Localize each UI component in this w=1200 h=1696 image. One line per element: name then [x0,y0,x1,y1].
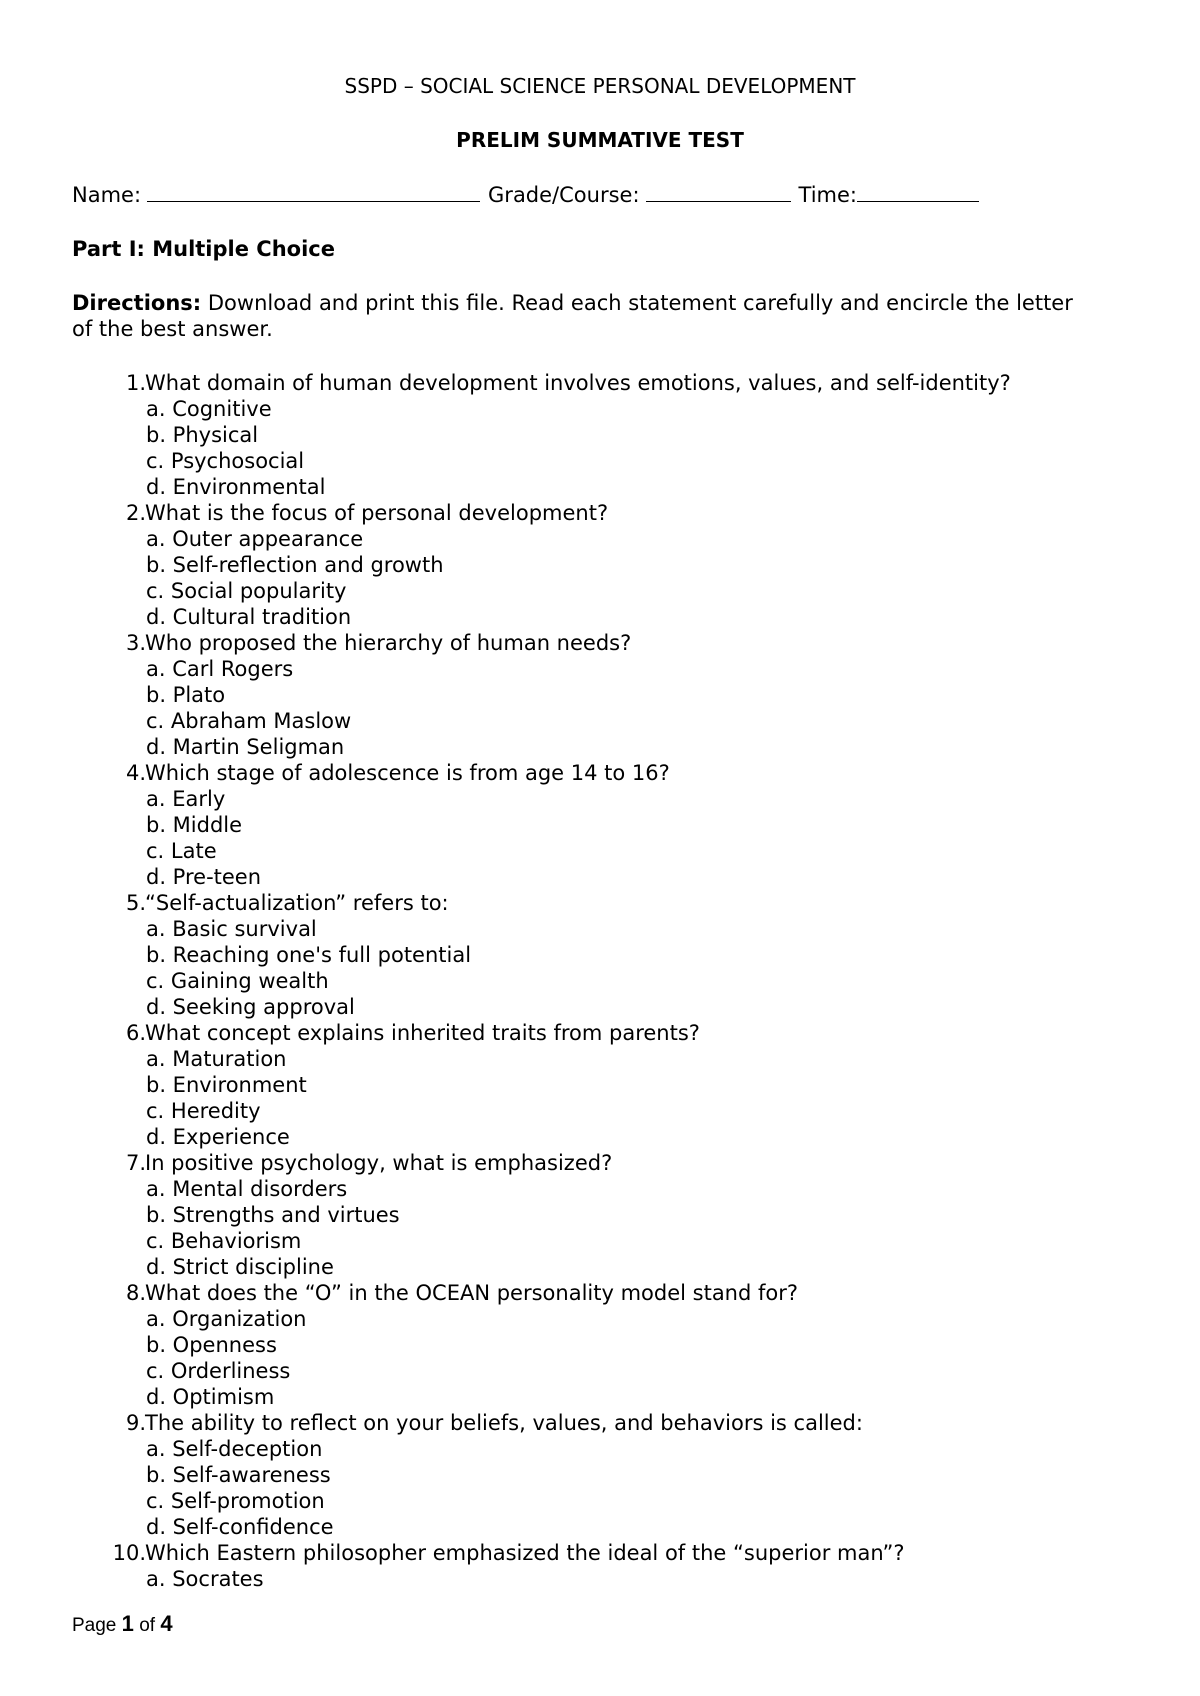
part-heading: Part I: Multiple Choice [72,237,335,261]
question-text: Which stage of adolescence is from age 14 to 16? [145,761,670,785]
question-item [0,1410,1200,1540]
answer-choice: b. Plato [146,683,226,707]
question-item [0,760,1200,890]
answer-choice: c. Late [146,839,217,863]
name-label: Name: [72,183,142,207]
question-item [0,890,1200,1020]
choice-list [0,1046,1200,1150]
total-pages-number: 4 [160,1611,173,1636]
answer-choice: c. Gaining wealth [146,969,329,993]
question-item [0,500,1200,630]
answer-choice: d. Martin Seligman [146,735,345,759]
choice-list [0,526,1200,630]
question-number: 9. [125,1411,146,1435]
question-text: The ability to reflect on your beliefs, values, and behaviors is called: [145,1411,863,1435]
question-text: Who proposed the hierarchy of human needs? [145,631,632,655]
answer-choice: c. Social popularity [146,579,347,603]
question-text: In positive psychology, what is emphasized? [145,1151,613,1175]
course-title: SSPD – SOCIAL SCIENCE PERSONAL DEVELOPMENT [344,74,856,98]
question-item [0,1280,1200,1410]
question-number: 6. [125,1021,146,1045]
answer-choice: a. Basic survival [146,917,317,941]
directions [72,290,1092,342]
answer-choice: a. Mental disorders [146,1177,348,1201]
answer-choice: b. Environment [146,1073,307,1097]
question-number: 7. [125,1151,146,1175]
answer-choice: c. Psychosocial [146,449,305,473]
of-word: of [139,1615,156,1636]
page-word: Page [72,1615,117,1636]
answer-choice: c. Heredity [146,1099,261,1123]
question-text: What is the focus of personal development? [145,501,609,525]
choice-list [0,1306,1200,1410]
answer-choice: c. Abraham Maslow [146,709,352,733]
directions-text: Download and print this file. Read each statement carefully and encircle the letter of the best answer. [72,291,1073,341]
answer-choice: b. Physical [146,423,259,447]
current-page-number: 1 [121,1611,134,1636]
answer-choice: a. Self-deception [146,1437,323,1461]
student-info-row [72,181,987,208]
question-number: 3. [125,631,146,655]
choice-list [0,916,1200,1020]
time-label: Time: [798,183,857,207]
answer-choice: b. Middle [146,813,243,837]
choice-list [0,656,1200,760]
grade-course-blank [646,181,791,202]
answer-choice: d. Self-confidence [146,1515,334,1539]
question-text: What does the “O” in the OCEAN personality model stand for? [145,1281,799,1305]
choice-list [0,1176,1200,1280]
answer-choice: c. Behaviorism [146,1229,302,1253]
answer-choice: d. Environmental [146,475,326,499]
answer-choice: d. Pre-teen [146,865,262,889]
question-text: What concept explains inherited traits from parents? [145,1021,700,1045]
question-item [0,630,1200,760]
answer-choice: b. Strengths and virtues [146,1203,400,1227]
choice-list [0,396,1200,500]
question-number: 1. [125,371,146,395]
answer-choice: a. Early [146,787,226,811]
answer-choice: b. Openness [146,1333,277,1357]
answer-choice: d. Cultural tradition [146,605,352,629]
name-blank [147,181,480,202]
answer-choice: b. Self-awareness [146,1463,331,1487]
time-blank [857,181,979,202]
answer-choice: d. Experience [146,1125,290,1149]
test-title: PRELIM SUMMATIVE TEST [456,128,744,152]
answer-choice: b. Reaching one's full potential [146,943,472,967]
answer-choice: a. Maturation [146,1047,287,1071]
answer-choice: d. Optimism [146,1385,275,1409]
answer-choice: b. Self-reflection and growth [146,553,444,577]
question-item [0,1150,1200,1280]
question-text: What domain of human development involves emotions, values, and self-identity? [145,371,1011,395]
answer-choice: d. Seeking approval [146,995,355,1019]
question-text: Which Eastern philosopher emphasized the ideal of the “superior man”? [145,1541,905,1565]
answer-choice: c. Orderliness [146,1359,291,1383]
question-number: 8. [125,1281,146,1305]
question-number: 5. [125,891,146,915]
answer-choice: a. Outer appearance [146,527,364,551]
answer-choice: d. Strict discipline [146,1255,334,1279]
question-item [0,370,1200,500]
choice-list [0,1436,1200,1540]
grade-course-label: Grade/Course: [488,183,640,207]
answer-choice: a. Organization [146,1307,307,1331]
choice-list [0,1566,1200,1592]
answer-choice: a. Socrates [146,1567,264,1591]
directions-label: Directions: [72,291,202,315]
answer-choice: a. Cognitive [146,397,272,421]
question-item [0,1540,1200,1592]
answer-choice: a. Carl Rogers [146,657,294,681]
question-item [0,1020,1200,1150]
page-footer [72,1611,173,1639]
answer-choice: c. Self-promotion [146,1489,325,1513]
choice-list [0,786,1200,890]
question-number: 4. [125,761,146,785]
question-list [0,370,1200,1592]
question-number: 10. [112,1541,146,1565]
question-text: “Self-actualization” refers to: [145,891,449,915]
question-number: 2. [125,501,146,525]
